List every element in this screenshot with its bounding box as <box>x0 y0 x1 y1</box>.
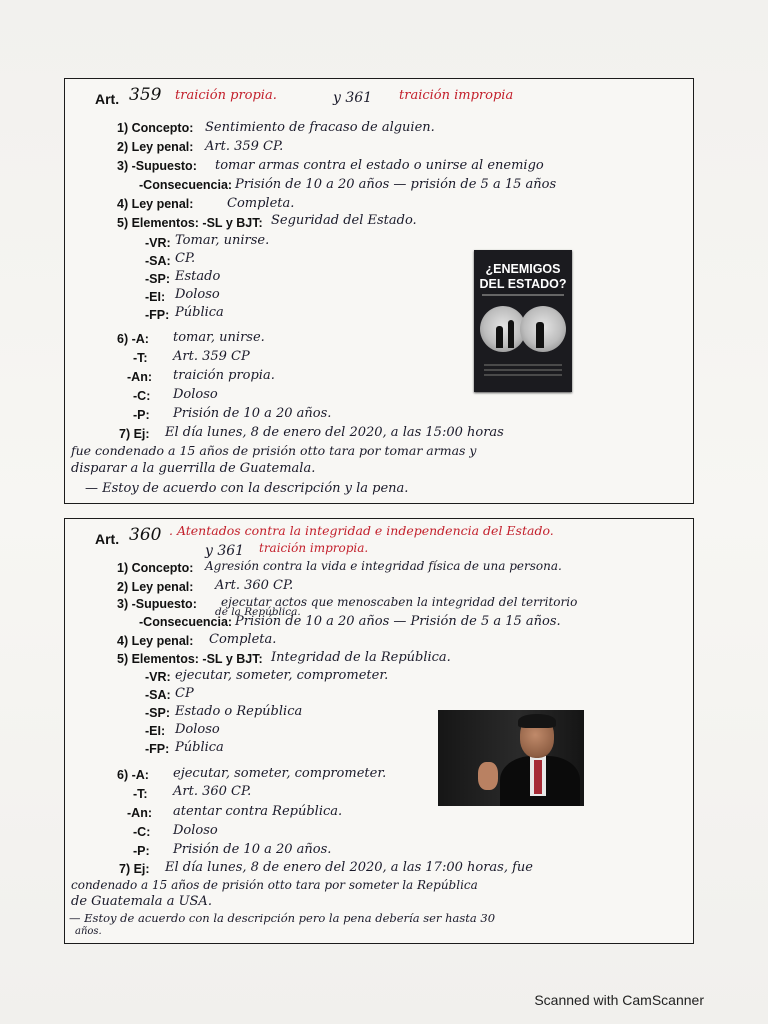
article-and-label: y 361 <box>205 543 245 559</box>
value-ejemplo-3: disparar a la guerrilla de Guatemala. <box>71 461 316 476</box>
value-ley-penal: Art. 360 CP. <box>215 578 294 593</box>
article-359-box <box>64 78 694 504</box>
value-a: ejecutar, someter, comprometer. <box>173 766 387 781</box>
value-supuesto: ejecutar actos que menoscaben la integridad del territorio <box>221 595 578 609</box>
label-ley-penal: 2) Ley penal: <box>117 580 194 594</box>
label-an: -An: <box>127 370 152 384</box>
article-title: . Atentados contra la integridad e independencia del Estado. <box>169 523 554 538</box>
label-vr: -VR: <box>145 236 171 250</box>
value-sp: Estado o República <box>175 704 303 719</box>
value-ejemplo-1: El día lunes, 8 de enero del 2020, a las 15:00 horas <box>165 425 504 440</box>
value-supuesto-2: de la República. <box>215 606 301 618</box>
value-vr: Tomar, unirse. <box>175 233 270 248</box>
photo-tie <box>534 760 542 794</box>
label-sp: -SP: <box>145 706 170 720</box>
value-an: traición propia. <box>173 368 275 383</box>
book-subtitle-line <box>484 364 562 366</box>
label-a: 6) -A: <box>117 768 149 782</box>
label-ley-penal: 2) Ley penal: <box>117 140 194 154</box>
value-ley-penal: Art. 359 CP. <box>205 139 284 154</box>
silhouette-figure <box>508 320 514 348</box>
label-ei: -EI: <box>145 724 166 738</box>
value-fp: Pública <box>175 305 224 320</box>
value-t: Art. 360 CP. <box>173 784 252 799</box>
label-sp: -SP: <box>145 272 170 286</box>
silhouette-figure <box>496 326 503 348</box>
label-elementos: 5) Elementos: -SL y BJT: <box>117 652 263 666</box>
value-ejemplo-2: condenado a 15 años de prisión otto tara por someter la República <box>71 878 478 892</box>
value-opinion: — Estoy de acuerdo con la descripción pero la pena debería ser hasta 30 <box>69 911 496 925</box>
value-concepto: Sentimiento de fracaso de alguien. <box>205 120 435 135</box>
book-subtitle-line <box>484 369 562 371</box>
label-ley-penal-2: 4) Ley penal: <box>117 197 194 211</box>
value-p: Prisión de 10 a 20 años. <box>173 842 332 857</box>
label-supuesto: 3) -Supuesto: <box>117 159 197 173</box>
photo-man-in-suit <box>438 710 584 806</box>
value-supuesto: tomar armas contra el estado o unirse al enemigo <box>215 158 544 173</box>
value-consecuencia: Prisión de 10 a 20 años — prisión de 5 a 15 años <box>235 177 557 192</box>
value-ley-penal-2: Completa. <box>227 196 295 211</box>
photo-raised-hand <box>478 762 498 790</box>
value-sa: CP <box>175 686 194 701</box>
label-consecuencia: -Consecuencia: <box>139 615 233 629</box>
article-title-2: traición impropia. <box>259 541 369 555</box>
label-ejemplo: 7) Ej: <box>119 862 150 876</box>
value-opinion: — Estoy de acuerdo con la descripción y la pena. <box>85 481 409 496</box>
value-c: Doloso <box>173 823 218 838</box>
label-sa: -SA: <box>145 688 171 702</box>
label-ei: -EI: <box>145 290 166 304</box>
book-title-line-2: DEL ESTADO? <box>479 277 567 291</box>
value-sp: Estado <box>175 269 221 284</box>
label-concepto: 1) Concepto: <box>117 121 194 135</box>
label-ejemplo: 7) Ej: <box>119 427 150 441</box>
label-consecuencia: -Consecuencia: <box>139 178 233 192</box>
value-c: Doloso <box>173 387 218 402</box>
label-p: -P: <box>133 408 150 422</box>
book-title-line-1: ¿ENEMIGOS <box>485 262 561 276</box>
book-divider <box>482 294 564 296</box>
article-and-label: y 361 <box>333 90 373 106</box>
label-p: -P: <box>133 844 150 858</box>
article-number: 360 <box>129 525 162 545</box>
label-t: -T: <box>133 351 148 365</box>
value-opinion-2: años. <box>75 926 102 937</box>
book-cover-image <box>474 250 572 392</box>
label-supuesto: 3) -Supuesto: <box>117 597 197 611</box>
value-concepto: Agresión contra la vida e integridad física de una persona. <box>205 559 562 573</box>
value-elementos: Integridad de la República. <box>271 650 451 665</box>
photo-hair <box>518 714 556 728</box>
value-ejemplo-2: fue condenado a 15 años de prisión otto tara por tomar armas y <box>71 443 477 458</box>
value-p: Prisión de 10 a 20 años. <box>173 406 332 421</box>
label-sa: -SA: <box>145 254 171 268</box>
label-c: -C: <box>133 825 151 839</box>
label-fp: -FP: <box>145 742 170 756</box>
label-fp: -FP: <box>145 308 170 322</box>
value-ei: Doloso <box>175 287 220 302</box>
label-c: -C: <box>133 389 151 403</box>
value-ejemplo-3: de Guatemala a USA. <box>71 894 212 909</box>
label-a: 6) -A: <box>117 332 149 346</box>
label-elementos: 5) Elementos: -SL y BJT: <box>117 216 263 230</box>
value-ley-penal-2: Completa. <box>209 632 277 647</box>
value-t: Art. 359 CP <box>173 349 250 364</box>
value-ei: Doloso <box>175 722 220 737</box>
article-title: traición propia. <box>175 88 277 103</box>
value-a: tomar, unirse. <box>173 330 265 345</box>
value-vr: ejecutar, someter, comprometer. <box>175 668 389 683</box>
label-ley-penal-2: 4) Ley penal: <box>117 634 194 648</box>
value-fp: Pública <box>175 740 224 755</box>
value-ejemplo-1: El día lunes, 8 de enero del 2020, a las 17:00 horas, fue <box>165 860 533 875</box>
silhouette-figure <box>536 322 544 348</box>
value-sa: CP. <box>175 251 196 266</box>
article-label: Art. <box>95 531 120 547</box>
article-title-2: traición impropia <box>399 88 514 103</box>
article-360-box <box>64 518 694 944</box>
label-an: -An: <box>127 806 152 820</box>
label-concepto: 1) Concepto: <box>117 561 194 575</box>
article-number: 359 <box>129 85 162 105</box>
scanner-watermark: Scanned with CamScanner <box>534 992 704 1008</box>
label-vr: -VR: <box>145 670 171 684</box>
value-elementos: Seguridad del Estado. <box>271 213 417 228</box>
value-consecuencia: Prisión de 10 a 20 años — Prisión de 5 a 15 años. <box>235 614 561 629</box>
book-subtitle-line <box>484 374 562 376</box>
label-t: -T: <box>133 787 148 801</box>
article-label: Art. <box>95 91 120 107</box>
value-an: atentar contra República. <box>173 804 343 819</box>
